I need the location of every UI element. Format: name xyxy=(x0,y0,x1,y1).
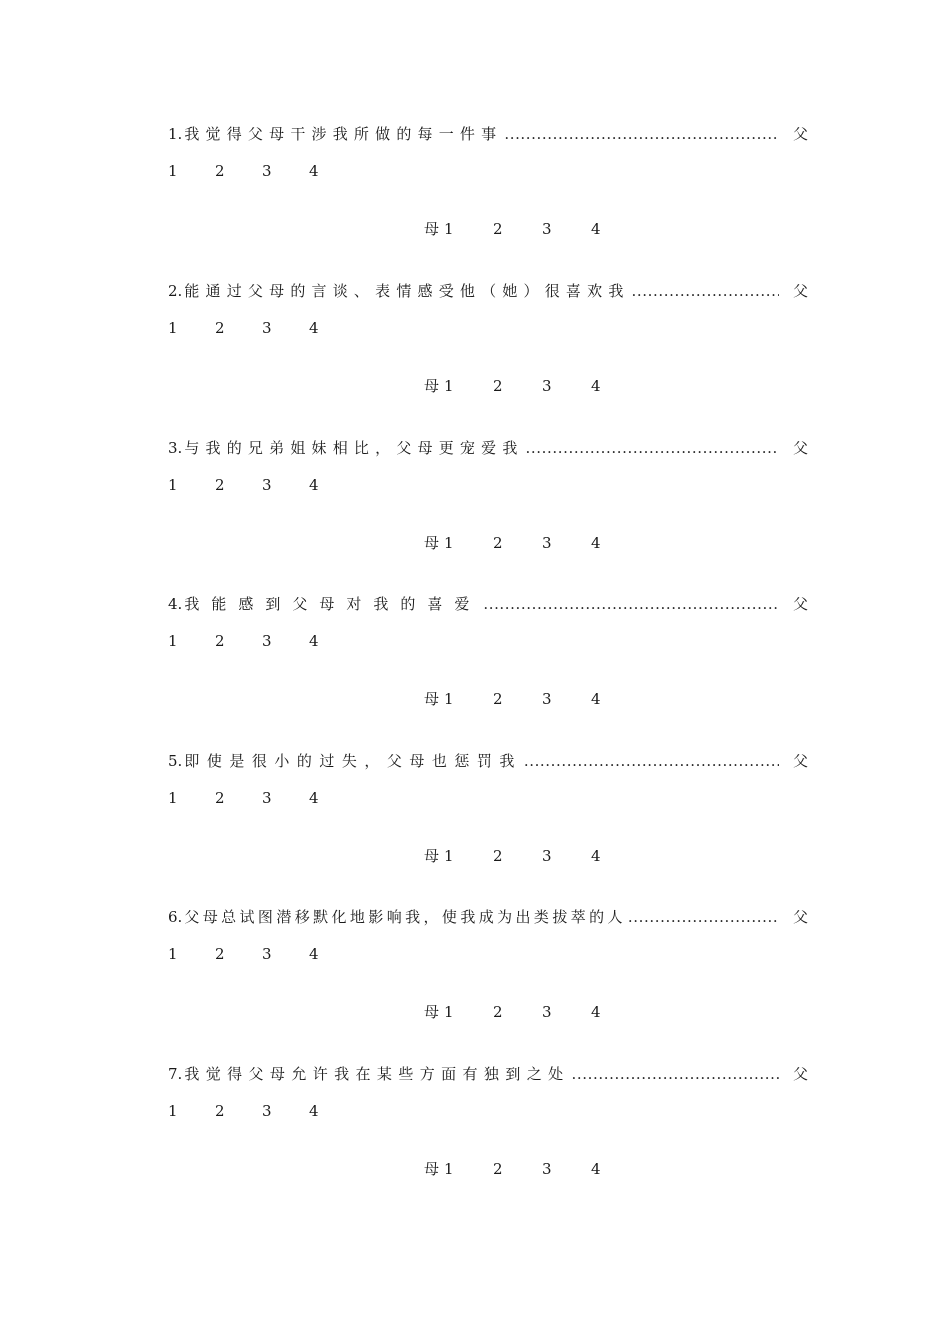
scale-option-3[interactable]: 3 xyxy=(542,690,552,708)
scale-option-2[interactable]: 2 xyxy=(493,847,503,865)
scale-option-4[interactable]: 4 xyxy=(591,377,601,395)
scale-option-1[interactable]: 1 xyxy=(444,1003,454,1021)
scale-option-2[interactable]: 2 xyxy=(215,945,225,963)
scale-option-4[interactable]: 4 xyxy=(591,1003,601,1021)
scale-option-1[interactable]: 1 xyxy=(444,847,454,865)
dot-leader xyxy=(483,592,779,616)
father-label: 父 xyxy=(792,282,808,300)
father-label: 父 xyxy=(792,752,808,770)
mother-label: 母 xyxy=(424,1160,440,1178)
question-text: 我觉得父母允许我在某些方面有独到之处 xyxy=(184,1065,570,1083)
question-line xyxy=(168,749,808,773)
question-text: 即使是很小的过失，父母也惩罚我 xyxy=(184,752,522,770)
question-line xyxy=(168,1062,808,1086)
question-line xyxy=(168,122,808,146)
scale-option-1[interactable]: 1 xyxy=(168,319,178,337)
scale-option-2[interactable]: 2 xyxy=(215,632,225,650)
scale-option-1[interactable]: 1 xyxy=(168,789,178,807)
question-item-3 xyxy=(168,436,808,566)
scale-option-2[interactable]: 2 xyxy=(493,690,503,708)
scale-option-2[interactable]: 2 xyxy=(493,1003,503,1021)
mother-scale xyxy=(424,688,640,710)
scale-option-1[interactable]: 1 xyxy=(168,1102,178,1120)
scale-option-4[interactable]: 4 xyxy=(309,945,319,963)
question-text: 与我的兄弟姐妹相比，父母更宠爱我 xyxy=(184,439,524,457)
scale-option-1[interactable]: 1 xyxy=(168,945,178,963)
scale-option-1[interactable]: 1 xyxy=(444,377,454,395)
question-text: 我觉得父母干涉我所做的每一件事 xyxy=(184,125,503,143)
question-line xyxy=(168,905,808,929)
scale-option-1[interactable]: 1 xyxy=(168,632,178,650)
question-item-4 xyxy=(168,592,808,722)
scale-option-3[interactable]: 3 xyxy=(262,162,272,180)
scale-option-2[interactable]: 2 xyxy=(493,534,503,552)
scale-option-2[interactable]: 2 xyxy=(215,162,225,180)
question-number: 3. xyxy=(168,439,183,457)
mother-scale xyxy=(424,1158,640,1180)
scale-option-4[interactable]: 4 xyxy=(591,847,601,865)
scale-option-1[interactable]: 1 xyxy=(444,220,454,238)
scale-option-2[interactable]: 2 xyxy=(493,377,503,395)
scale-option-2[interactable]: 2 xyxy=(493,1160,503,1178)
scale-option-2[interactable]: 2 xyxy=(215,476,225,494)
father-scale xyxy=(168,1100,356,1122)
father-scale xyxy=(168,630,356,652)
question-text: 我能感到父母对我的喜爱 xyxy=(184,595,482,613)
scale-option-1[interactable]: 1 xyxy=(444,690,454,708)
scale-option-3[interactable]: 3 xyxy=(542,1160,552,1178)
scale-option-1[interactable]: 1 xyxy=(168,162,178,180)
scale-option-4[interactable]: 4 xyxy=(591,1160,601,1178)
dot-leader xyxy=(572,1062,779,1086)
scale-option-2[interactable]: 2 xyxy=(215,1102,225,1120)
scale-option-3[interactable]: 3 xyxy=(262,476,272,494)
mother-scale xyxy=(424,375,640,397)
question-item-7 xyxy=(168,1062,808,1192)
scale-option-4[interactable]: 4 xyxy=(309,632,319,650)
dot-leader xyxy=(526,436,779,460)
mother-label: 母 xyxy=(424,377,440,395)
question-number: 4. xyxy=(168,595,183,613)
question-item-5 xyxy=(168,749,808,879)
mother-label: 母 xyxy=(424,1003,440,1021)
scale-option-4[interactable]: 4 xyxy=(591,220,601,238)
question-text: 能通过父母的言谈、表情感受他（她）很喜欢我 xyxy=(184,282,630,300)
scale-option-2[interactable]: 2 xyxy=(215,319,225,337)
scale-option-2[interactable]: 2 xyxy=(493,220,503,238)
scale-option-3[interactable]: 3 xyxy=(542,534,552,552)
dot-leader xyxy=(632,279,779,303)
scale-option-4[interactable]: 4 xyxy=(309,789,319,807)
dot-leader xyxy=(628,905,779,929)
question-text: 父母总试图潜移默化地影响我，使我成为出类拔萃的人 xyxy=(184,908,626,926)
question-number: 5. xyxy=(168,752,183,770)
question-item-6 xyxy=(168,905,808,1035)
scale-option-3[interactable]: 3 xyxy=(542,847,552,865)
scale-option-4[interactable]: 4 xyxy=(309,1102,319,1120)
dot-leader xyxy=(504,122,779,146)
scale-option-3[interactable]: 3 xyxy=(262,945,272,963)
scale-option-4[interactable]: 4 xyxy=(309,319,319,337)
father-label: 父 xyxy=(792,1065,808,1083)
scale-option-3[interactable]: 3 xyxy=(262,1102,272,1120)
father-scale xyxy=(168,474,356,496)
scale-option-3[interactable]: 3 xyxy=(542,220,552,238)
mother-label: 母 xyxy=(424,690,440,708)
question-item-2 xyxy=(168,279,808,409)
scale-option-3[interactable]: 3 xyxy=(542,1003,552,1021)
father-label: 父 xyxy=(792,125,808,143)
question-number: 2. xyxy=(168,282,183,300)
mother-label: 母 xyxy=(424,847,440,865)
scale-option-1[interactable]: 1 xyxy=(168,476,178,494)
scale-option-4[interactable]: 4 xyxy=(309,476,319,494)
scale-option-4[interactable]: 4 xyxy=(309,162,319,180)
father-label: 父 xyxy=(792,908,808,926)
mother-scale xyxy=(424,532,640,554)
father-scale xyxy=(168,160,356,182)
question-line xyxy=(168,592,808,616)
mother-scale xyxy=(424,845,640,867)
scale-option-3[interactable]: 3 xyxy=(262,319,272,337)
question-item-1 xyxy=(168,122,808,252)
scale-option-1[interactable]: 1 xyxy=(444,534,454,552)
scale-option-4[interactable]: 4 xyxy=(591,534,601,552)
question-number: 7. xyxy=(168,1065,183,1083)
father-label: 父 xyxy=(792,595,808,613)
question-number: 6. xyxy=(168,908,183,926)
scale-option-3[interactable]: 3 xyxy=(262,632,272,650)
dot-leader xyxy=(524,749,779,773)
mother-scale xyxy=(424,1001,640,1023)
scale-option-1[interactable]: 1 xyxy=(444,1160,454,1178)
father-scale xyxy=(168,317,356,339)
question-number: 1. xyxy=(168,125,183,143)
father-scale xyxy=(168,787,356,809)
scale-option-4[interactable]: 4 xyxy=(591,690,601,708)
question-line xyxy=(168,436,808,460)
mother-scale xyxy=(424,218,640,240)
mother-label: 母 xyxy=(424,220,440,238)
mother-label: 母 xyxy=(424,534,440,552)
scale-option-3[interactable]: 3 xyxy=(542,377,552,395)
question-line xyxy=(168,279,808,303)
father-label: 父 xyxy=(792,439,808,457)
scale-option-2[interactable]: 2 xyxy=(215,789,225,807)
scale-option-3[interactable]: 3 xyxy=(262,789,272,807)
father-scale xyxy=(168,943,356,965)
